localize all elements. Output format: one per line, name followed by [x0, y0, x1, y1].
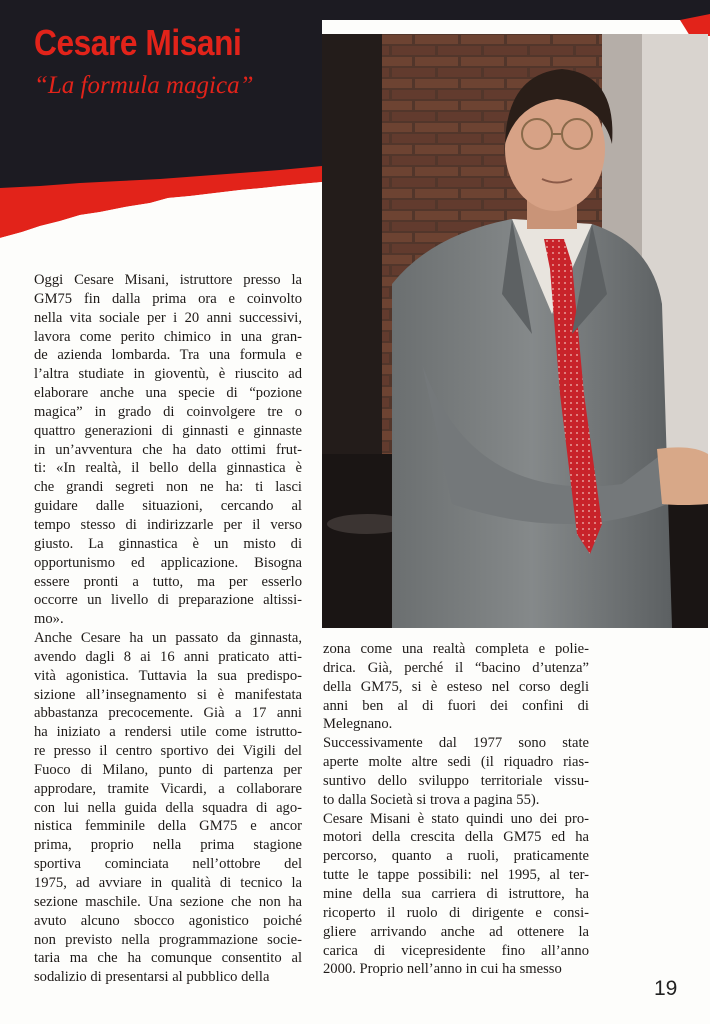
text-line: guidare dalle situazioni, cercando al: [34, 498, 302, 515]
text-line: tutte le tappe possibili: nel 1995, al ter-: [323, 867, 589, 884]
text-line: suntivo dello sviluppo territoriale vissu-: [323, 772, 589, 789]
text-column-left: [34, 271, 302, 987]
text-column-right: [323, 640, 589, 979]
text-line: nistica femminile della GM75 e ancor: [34, 818, 302, 835]
text-line: gliere arrivando anche ad ottenere la: [323, 923, 589, 940]
text-line: quattro generazioni di ginnasti e ginnaste: [34, 422, 302, 439]
text-line: to dalla Società si trova a pagina 55).: [323, 791, 540, 808]
text-line: anni ben al di fuori dei confini di: [323, 697, 589, 714]
text-line: 1975, ad avviare in qualità di tecnico la: [34, 875, 302, 891]
text-line: giusto. La ginnastica è un misto di: [34, 535, 302, 552]
text-line: avuto alcuno sbocco agonistico poiché: [34, 912, 302, 929]
text-line: ti: «In realtà, il bello della ginnastica è: [34, 460, 302, 477]
text-line: vità agonistica. Tuttavia la sua predispo-: [34, 667, 302, 684]
text-line: sezione maschile. Una sezione che non ha: [34, 893, 302, 910]
text-line: zona come una realtà completa e polie-: [323, 641, 589, 657]
text-line: elaborare anche una specie di “pozione: [34, 385, 302, 402]
text-line: sportiva cominciata nell’ottobre del: [34, 856, 302, 873]
text-line: Anche Cesare ha un passato da ginnasta,: [34, 630, 302, 647]
text-line: con lui nella guida della squadra di ago-: [34, 799, 302, 816]
text-line: Successivamente dal 1977 sono state: [323, 735, 589, 752]
text-line: 2000. Proprio nell’anno in cui ha smesso: [323, 961, 562, 978]
text-line: l’altra studiate in gioventù, è riuscito ad: [34, 366, 302, 383]
text-line: che grandi segreti non ne ha: ti lasci: [34, 479, 302, 496]
text-line: percorso, quanto a ruoli, praticamente: [323, 848, 589, 865]
text-line: ha iniziato a rendersi utile come istrutto-: [34, 724, 302, 741]
text-line: mine della sua carriera di istruttore, ha: [323, 885, 589, 902]
text-line: Melegnano.: [323, 716, 393, 733]
text-line: nella vita sociale per i 20 anni successivi,: [34, 309, 302, 326]
text-line: Cesare Misani è stato quindi uno dei pro-: [323, 810, 589, 827]
text-line: occorre un livello di preparazione altissi-: [34, 592, 302, 609]
text-line: della GM75, si è esteso nel corso degli: [323, 678, 589, 695]
text-line: drica. Già, perché il “bacino d’utenza”: [323, 659, 589, 676]
portrait-photo: [322, 34, 708, 628]
page-number: 19: [654, 977, 678, 1000]
text-line: mo».: [34, 611, 64, 628]
article-subtitle: “La formula magica”: [34, 72, 254, 99]
text-line: abbastanza precocemente. Già a 17 anni: [34, 705, 302, 722]
text-line: de azienda lombarda. Tra una formula e: [34, 347, 302, 364]
text-line: carica di vicepresidente fino all’anno: [323, 942, 589, 959]
text-line: lavora come perito chimico in una gran-: [34, 328, 302, 345]
text-line: ricoperto il ruolo di dirigente e consi-: [323, 904, 589, 921]
text-line: aperte molte altre sedi (il riquadro rias-: [323, 754, 589, 771]
text-line: GM75 fin dalla prima ora e coinvolto: [34, 290, 302, 307]
portrait-illustration: [322, 34, 708, 628]
text-line: tempo stesso di indirizzarle per il verso: [34, 516, 302, 533]
text-line: avendo dagli 8 ai 16 anni praticato atti-: [34, 648, 302, 665]
text-line: prima, proprio nella prima stagione: [34, 837, 302, 854]
text-line: re presso il centro sportivo dei Vigili del: [34, 743, 302, 760]
text-line: essere pronti a tutto, ma per esserlo: [34, 573, 302, 590]
text-line: Fuoco di Milano, punto di partenza per: [34, 761, 302, 778]
text-line: motori della crescita della GM75 ed ha: [323, 829, 589, 846]
text-line: sizione all’insegnamento si è manifestata: [34, 686, 302, 703]
text-line: taria ma che ha comunque consentito al: [34, 950, 302, 967]
article-title: Cesare Misani: [34, 22, 242, 63]
text-line: Oggi Cesare Misani, istruttore presso la: [34, 272, 302, 288]
text-line: magica” in grado di coinvolgere tre o: [34, 403, 302, 420]
text-line: approdare, tramite Vicardi, a collaborare: [34, 780, 302, 797]
text-line: non previsto nella programmazione socie-: [34, 931, 302, 948]
text-line: sodalizio di presentarsi al pubblico della: [34, 969, 270, 986]
text-line: in un’avventura che ha dato ottimi frut-: [34, 441, 302, 458]
text-line: opportunismo ed applicazione. Bisogna: [34, 554, 302, 571]
